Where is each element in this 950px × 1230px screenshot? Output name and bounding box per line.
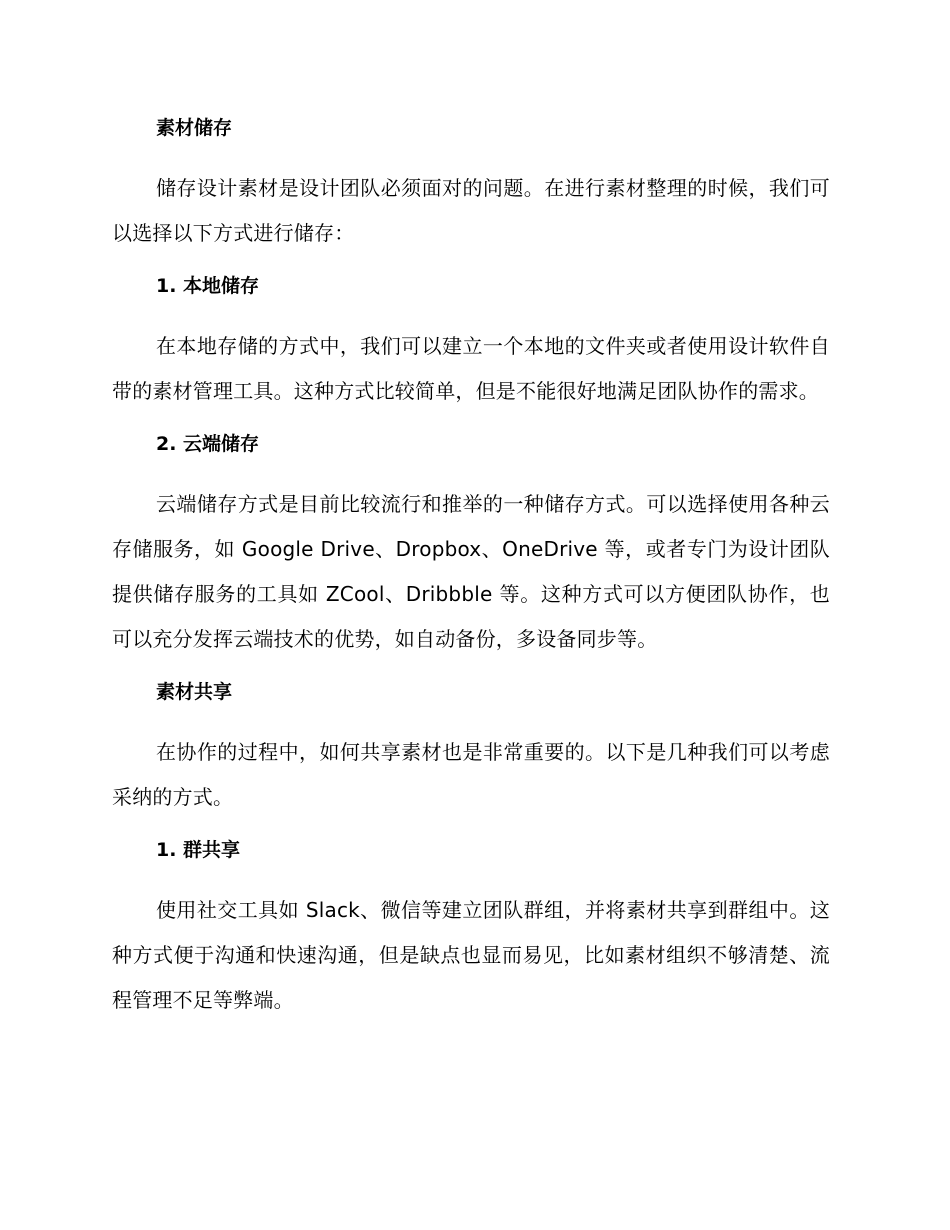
subheading-group-sharing: 1. 群共享 xyxy=(156,839,241,861)
paragraph-cloud-storage: 云端储存方式是目前比较流行和推举的一种储存方式。可以选择使用各种云存储服务，如 Google Drive、Dropbox、OneDrive 等，或者专门为设计团队提供储存服务的工具如 ZCool、Dribbble 等。这种方式可以方便团队协作，也可以充分发挥云端技术的优势，如自动备份，多设备同步等。 xyxy=(112,492,830,651)
section-heading-material-storage: 素材储存 xyxy=(156,117,233,139)
subheading-local-storage: 1. 本地储存 xyxy=(156,275,260,297)
paragraph-storage-intro: 储存设计素材是设计团队必须面对的问题。在进行素材整理的时候，我们可以选择以下方式进行储存： xyxy=(112,176,830,245)
paragraph-sharing-intro: 在协作的过程中，如何共享素材也是非常重要的。以下是几种我们可以考虑采纳的方式。 xyxy=(112,740,830,809)
document-body xyxy=(112,110,830,1035)
paragraph-local-storage: 在本地存储的方式中，我们可以建立一个本地的文件夹或者使用设计软件自带的素材管理工具。这种方式比较简单，但是不能很好地满足团队协作的需求。 xyxy=(112,334,830,403)
section-heading-material-sharing: 素材共享 xyxy=(156,681,233,703)
subheading-cloud-storage: 2. 云端储存 xyxy=(156,433,260,455)
paragraph-group-sharing: 使用社交工具如 Slack、微信等建立团队群组，并将素材共享到群组中。这种方式便于沟通和快速沟通，但是缺点也显而易见，比如素材组织不够清楚、流程管理不足等弊端。 xyxy=(112,898,830,1012)
